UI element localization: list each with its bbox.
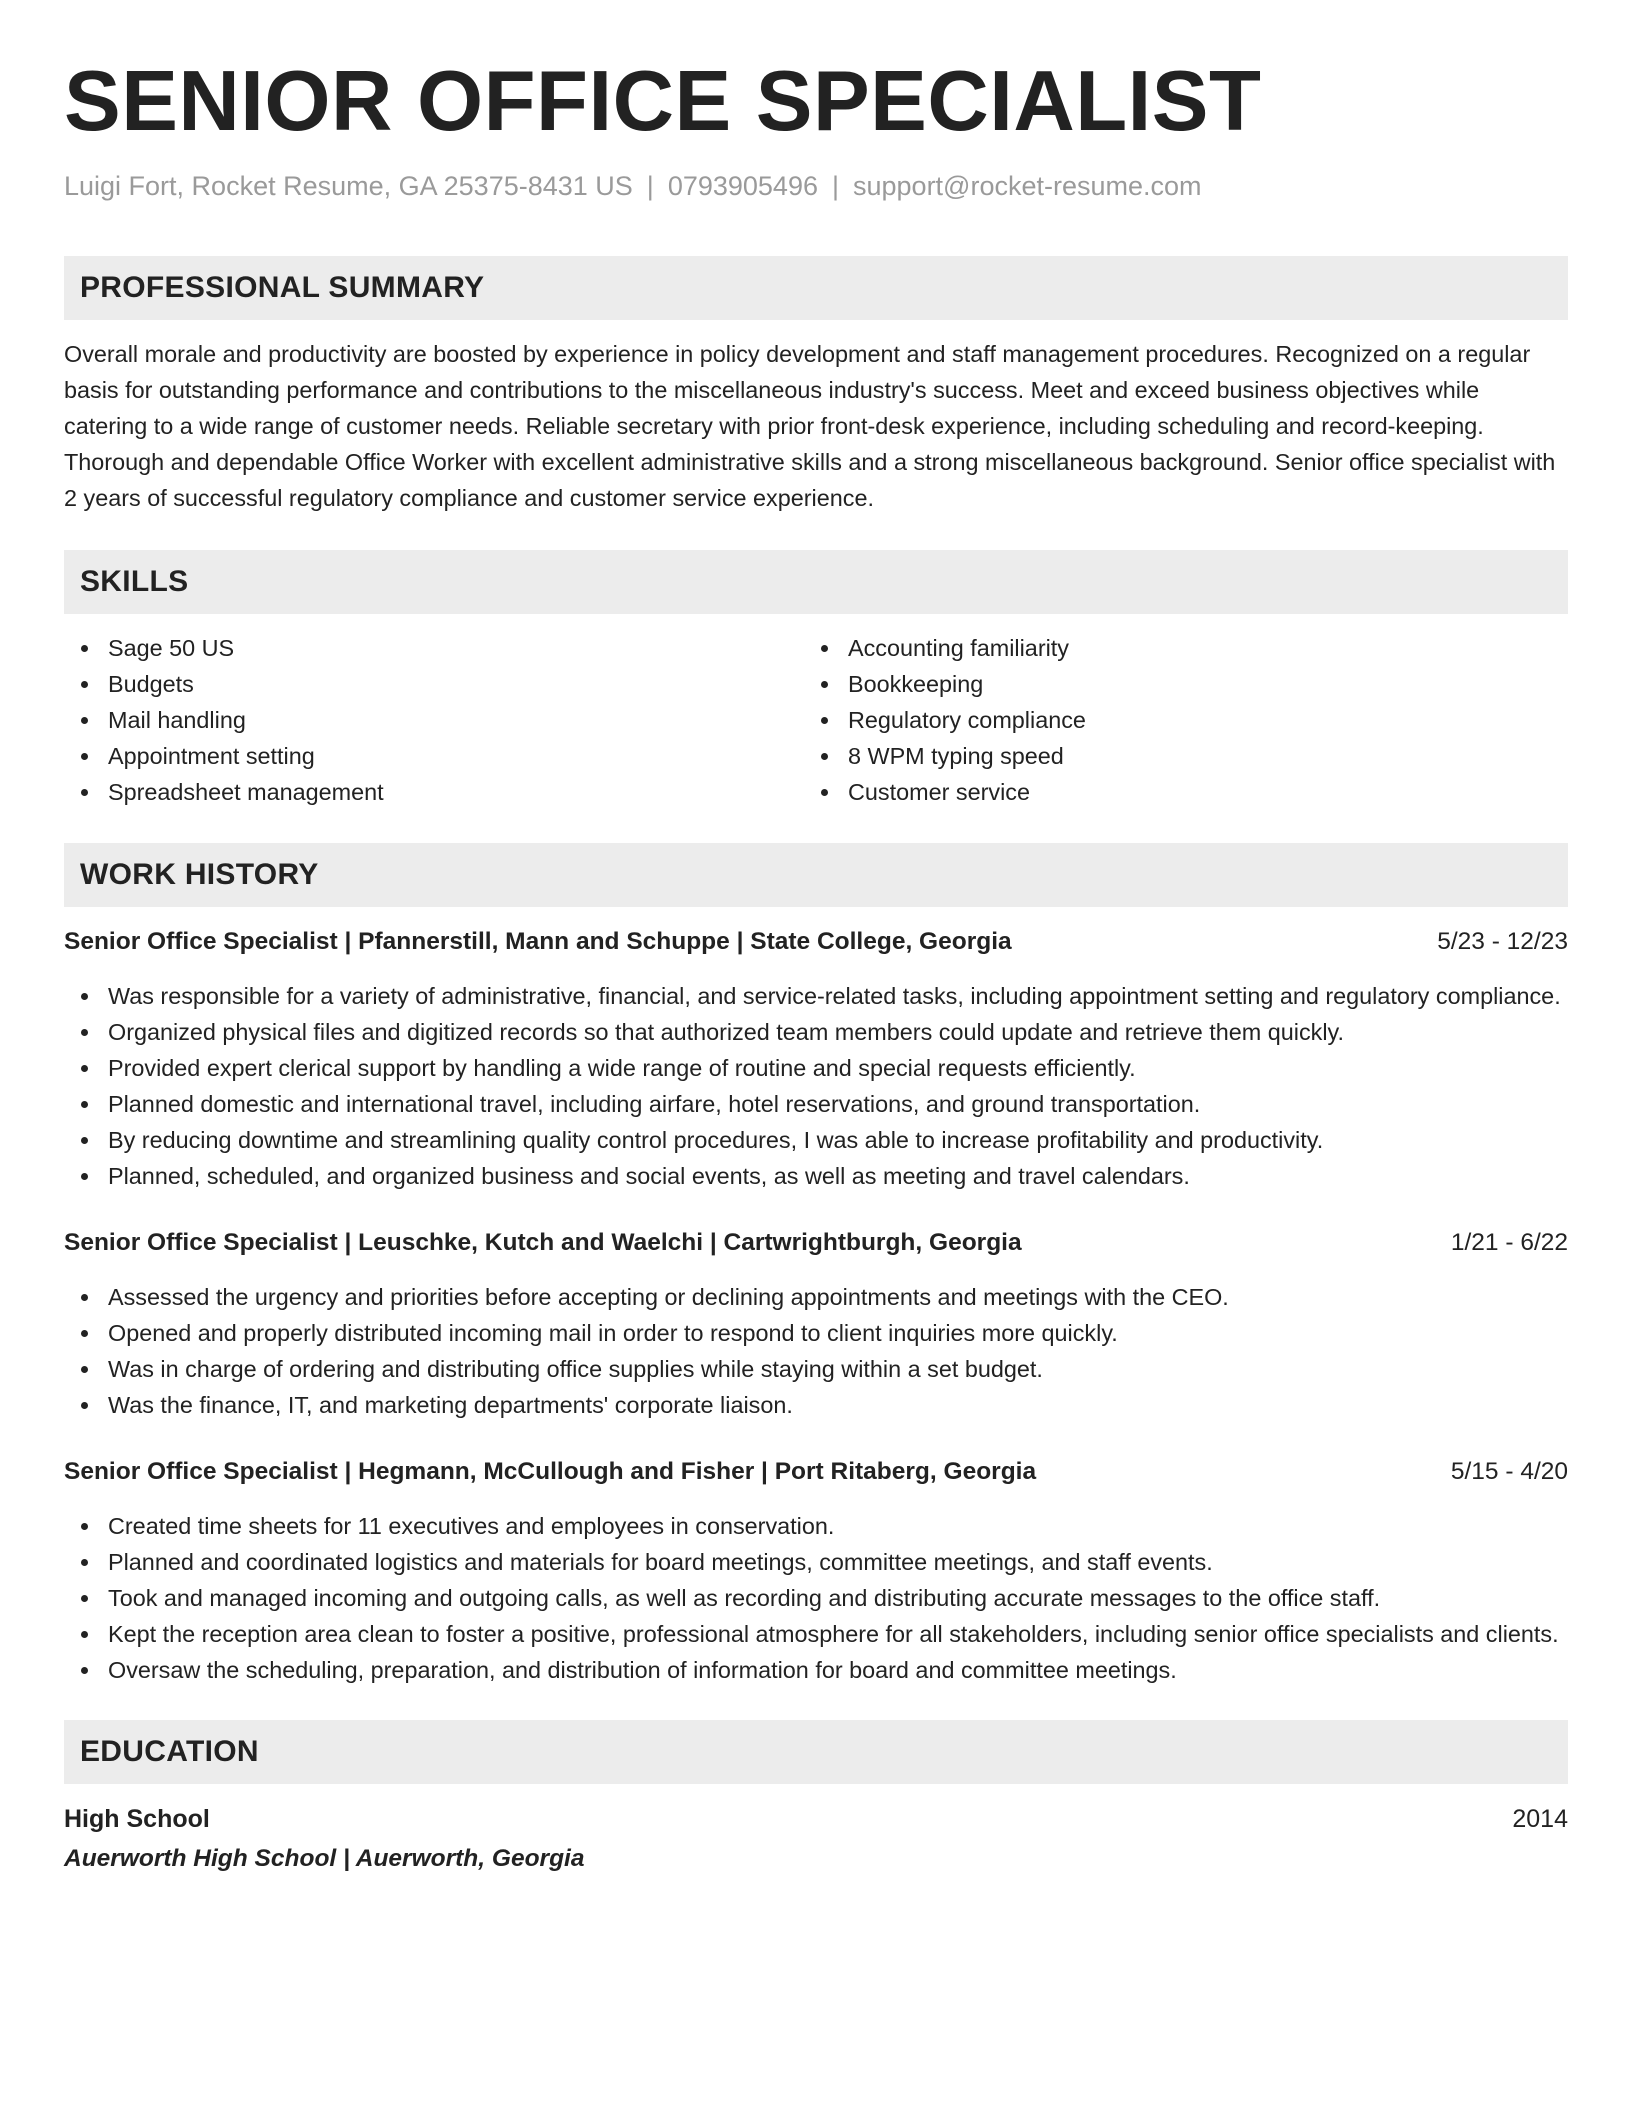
- job-bullet: Took and managed incoming and outgoing calls, as well as recording and distributing accurate messages to the office staff.: [64, 1580, 1568, 1616]
- skill-item: Budgets: [64, 666, 804, 702]
- job-bullet: By reducing downtime and streamlining quality control procedures, I was able to increase profitability and productivity.: [64, 1122, 1568, 1158]
- summary-text: Overall morale and productivity are boosted by experience in policy development and staff management procedures. Recognized on a regular basis for outstanding performance and contributions to the miscellaneous industry's success. Meet and exceed business objectives while catering to a wide range of customer needs. Reliable secretary with prior front-desk experience, including scheduling and record-keeping. Thorough and dependable Office Worker with excellent administrative skills and a strong miscellaneous background. Senior office specialist with 2 years of successful regulatory compliance and customer service experience.: [64, 341, 1556, 511]
- job-bullet: Provided expert clerical support by handling a wide range of routine and special requests efficiently.: [64, 1050, 1568, 1086]
- job-title: Senior Office Specialist | Pfannerstill, Mann and Schuppe | State College, Georgia: [64, 928, 1012, 955]
- contact-email: support@rocket-resume.com: [853, 171, 1202, 201]
- skill-item: Spreadsheet management: [64, 774, 804, 810]
- section-heading-skills: SKILLS: [64, 550, 1568, 614]
- job-dates: 5/15 - 4/20: [1450, 1458, 1568, 1485]
- education-school: Auerworth High School | Auerworth, Georgia: [64, 1845, 585, 1872]
- skill-item: 8 WPM typing speed: [804, 738, 1560, 774]
- job-bullet: Opened and properly distributed incoming mail in order to respond to client inquiries more quickly.: [64, 1315, 1568, 1351]
- job-header: [64, 1455, 1568, 1489]
- job-bullet: Kept the reception area clean to foster a positive, professional atmosphere for all stakeholders, including senior office specialists and clients.: [64, 1616, 1568, 1652]
- skill-item: Appointment setting: [64, 738, 804, 774]
- skills-column-right: [804, 630, 1560, 810]
- education-degree: High School: [64, 1805, 210, 1833]
- contact-address: Luigi Fort, Rocket Resume, GA 25375-8431 US: [64, 171, 633, 201]
- job-bullet: Planned domestic and international travel, including airfare, hotel reservations, and ground transportation.: [64, 1086, 1568, 1122]
- job-bullet: Was responsible for a variety of administrative, financial, and service-related tasks, including appointment setting and regulatory compliance.: [64, 978, 1568, 1014]
- education-header: [64, 1802, 1568, 1836]
- section-heading-work-history: WORK HISTORY: [64, 843, 1568, 907]
- job-bullets: [64, 1508, 1568, 1688]
- contact-phone: 0793905496: [667, 171, 818, 201]
- job-header: [64, 925, 1568, 959]
- job-title: Senior Office Specialist | Hegmann, McCullough and Fisher | Port Ritaberg, Georgia: [64, 1458, 1037, 1485]
- skill-item: Accounting familiarity: [804, 630, 1560, 666]
- job-bullet: Was in charge of ordering and distributing office supplies while staying within a set budget.: [64, 1351, 1568, 1387]
- skill-item: Bookkeeping: [804, 666, 1560, 702]
- job-bullet: Created time sheets for 11 executives and employees in conservation.: [64, 1508, 1568, 1544]
- skills-column-left: [64, 630, 804, 810]
- section-heading-education: EDUCATION: [64, 1720, 1568, 1784]
- job-bullet: Planned, scheduled, and organized business and social events, as well as meeting and travel calendars.: [64, 1158, 1568, 1194]
- contact-separator: |: [646, 171, 654, 201]
- job-bullets: [64, 978, 1568, 1194]
- job-bullet: Was the finance, IT, and marketing departments' corporate liaison.: [64, 1387, 1568, 1423]
- education-year: 2014: [1512, 1805, 1568, 1833]
- contact-line: [64, 168, 1568, 204]
- section-heading-summary: PROFESSIONAL SUMMARY: [64, 256, 1568, 320]
- job-bullet: Oversaw the scheduling, preparation, and distribution of information for board and committee meetings.: [64, 1652, 1568, 1688]
- skill-item: Mail handling: [64, 702, 804, 738]
- job-bullet: Assessed the urgency and priorities before accepting or declining appointments and meetings with the CEO.: [64, 1279, 1568, 1315]
- skill-item: Regulatory compliance: [804, 702, 1560, 738]
- skill-item: Sage 50 US: [64, 630, 804, 666]
- job-entry: [64, 925, 1568, 1194]
- skill-item: Customer service: [804, 774, 1560, 810]
- job-entry: [64, 1226, 1568, 1423]
- job-bullet: Planned and coordinated logistics and materials for board meetings, committee meetings, and staff events.: [64, 1544, 1568, 1580]
- job-bullets: [64, 1279, 1568, 1423]
- job-dates: 5/23 - 12/23: [1437, 928, 1568, 955]
- skills-list: [64, 630, 1568, 810]
- candidate-name: SENIOR OFFICE SPECIALIST: [64, 54, 1262, 149]
- contact-separator: |: [831, 171, 839, 201]
- job-header: [64, 1226, 1568, 1260]
- job-dates: 1/21 - 6/22: [1450, 1229, 1568, 1256]
- job-title: Senior Office Specialist | Leuschke, Kutch and Waelchi | Cartwrightburgh, Georgia: [64, 1229, 1022, 1256]
- job-bullet: Organized physical files and digitized records so that authorized team members could update and retrieve them quickly.: [64, 1014, 1568, 1050]
- job-entry: [64, 1455, 1568, 1688]
